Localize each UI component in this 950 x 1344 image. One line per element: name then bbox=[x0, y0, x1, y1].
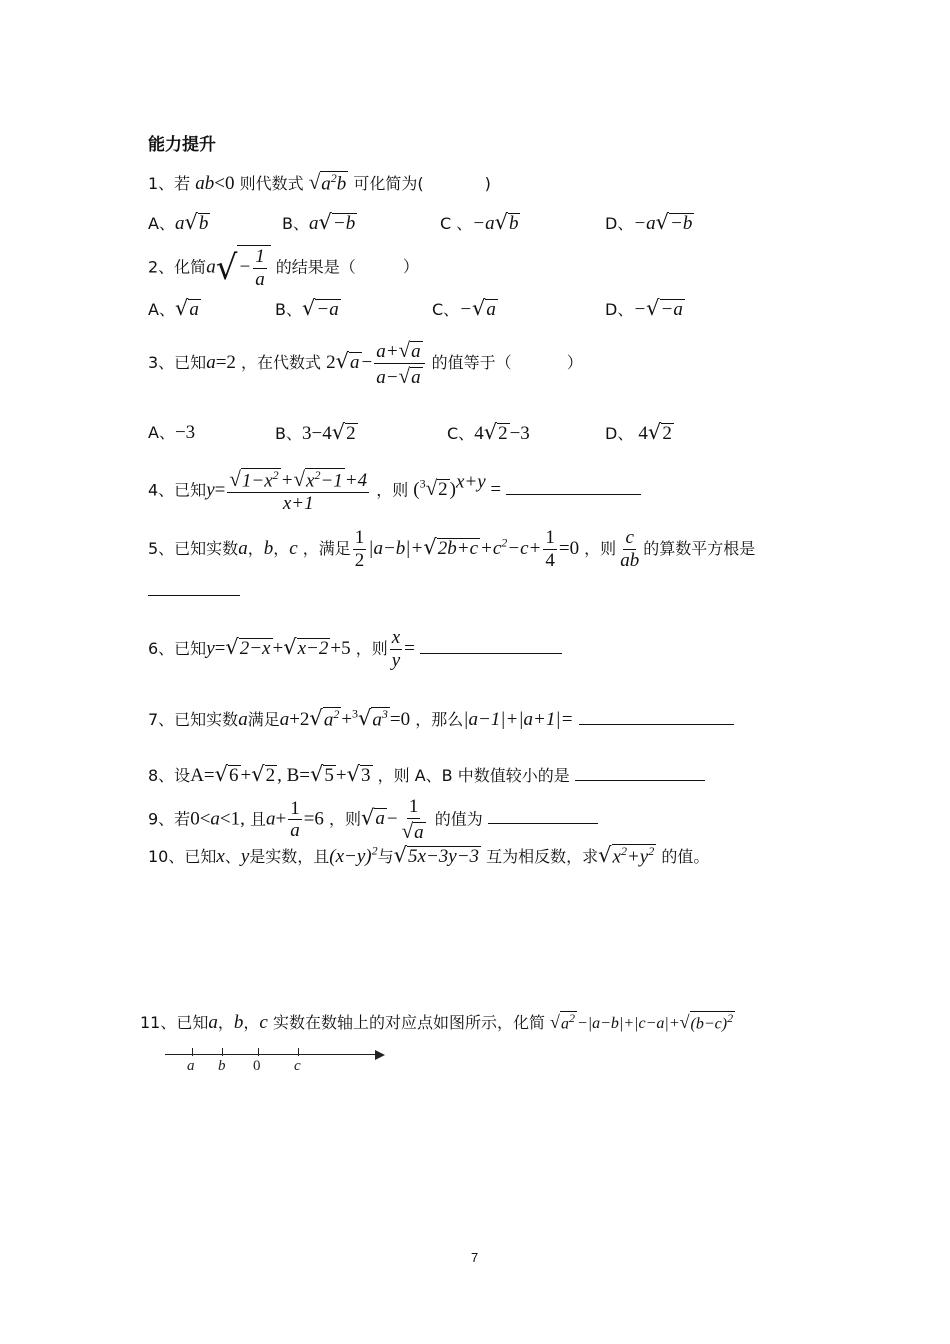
q2-option-c: C、−√a bbox=[432, 296, 496, 320]
question-4: 4、已知y= $\frac{√1-x^2 +√x^2-1 +4}{x+1}$ ，则 ($^3$√2 )$^{x+y}$ = bbox=[148, 467, 641, 515]
q7-answer-blank[interactable] bbox=[579, 724, 734, 725]
question-8: 8、设A=√6 +√2 , B=√5 +√3 ，则 A、B 中数值较小的是 bbox=[148, 762, 705, 787]
q1-option-c: C 、−a√b bbox=[440, 210, 519, 234]
q2-option-d: D、−√−a bbox=[605, 296, 683, 320]
question-10: 10、已知x、y是实数，且$(x-y)^2$与√5x−3y−3 互为相反数，求$√x^2+y^2$ 的值。 bbox=[148, 843, 710, 867]
arrow-right-icon bbox=[375, 1050, 385, 1060]
question-2: 2、化简a√− $\frac{1}{a}$ 的结果是（ ） bbox=[148, 246, 419, 290]
axis-label-b: b bbox=[218, 1058, 226, 1074]
question-7: 7、已知实数a满足$a+2√a^2 +^3√a^3 =0$ ，那么|a−1|+|a+1|= bbox=[148, 706, 734, 731]
tick-a bbox=[192, 1048, 193, 1056]
axis-label-0: 0 bbox=[253, 1058, 261, 1074]
q2-option-b: B、√−a bbox=[275, 296, 339, 320]
q3-option-d: D、 4√2 bbox=[605, 420, 672, 444]
q3-option-b: B、3−4√2 bbox=[275, 420, 356, 444]
axis-label-a: a bbox=[187, 1058, 195, 1074]
question-9: 9、若0<a<1, 且a+ $\frac{1}{a}$ =6 ，则√a − $\frac{1}{√a}$ 的值为 bbox=[148, 796, 598, 844]
q1-option-b: B、a√−b bbox=[282, 210, 356, 234]
q9-answer-blank[interactable] bbox=[488, 823, 598, 824]
q5-answer-blank[interactable] bbox=[148, 577, 240, 596]
q3-option-c: C、4√2 −3 bbox=[447, 420, 530, 444]
q1-option-d: D、−a√−b bbox=[605, 210, 693, 234]
q4-answer-blank[interactable] bbox=[506, 494, 641, 495]
question-5: 5、已知实数a，b，c ，满足 $\frac{1}{2}$ $|a-b|+√2b+c +c^2-c+$ $\frac{1}{4}$ =0 ，则 $\frac{c}{ab}$ 的算数平方根是 bbox=[148, 527, 756, 571]
tick-0 bbox=[258, 1048, 259, 1056]
axis-label-c: c bbox=[294, 1058, 301, 1074]
question-1: 1、若 ab<0 则代数式 $√a^2b$ 可化简为( ) bbox=[148, 170, 491, 194]
question-3: 3、已知a=2 ，在代数式 2√a − $\frac{a+√a}{a-√a}$ 的值等于（ ） bbox=[148, 338, 583, 388]
page-number: 7 bbox=[471, 1250, 479, 1265]
q3-option-a: A、−3 bbox=[148, 422, 196, 443]
q8-answer-blank[interactable] bbox=[575, 780, 705, 781]
tick-c bbox=[298, 1048, 299, 1056]
section-title: 能力提升 bbox=[148, 135, 216, 155]
question-6: 6、已知y=√2−x +√x−2 +5 ，则 $\frac{x}{y}$ = bbox=[148, 627, 562, 672]
question-11: 11、已知a，b，c 实数在数轴上的对应点如图所示，化简 $√a^2 -|a-b|+|c-a|+√(b-c)^2$ bbox=[140, 1010, 734, 1033]
q2-option-a: A、√a bbox=[148, 296, 199, 320]
q6-answer-blank[interactable] bbox=[420, 653, 562, 654]
number-line-axis bbox=[165, 1054, 375, 1055]
tick-b bbox=[222, 1048, 223, 1056]
q1-option-a: A、a√b bbox=[148, 210, 209, 234]
